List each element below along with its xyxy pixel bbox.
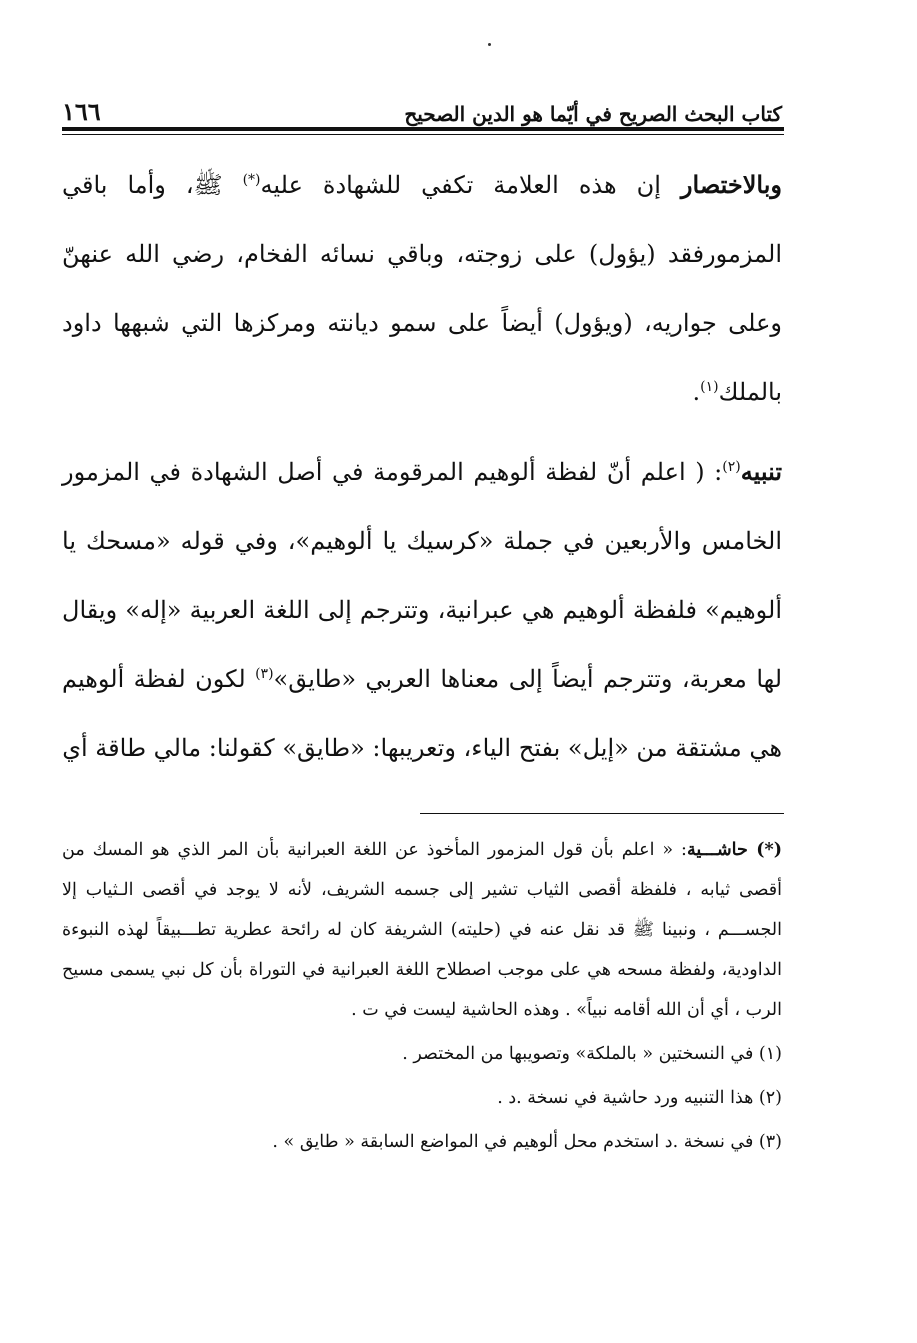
footnote-star-text: : « اعلم بأن قول المزمور المأخوذ عن اللغة العبرانية بأن المر الذي هو المسك من أقصى ثيابه ، فلفظة أقصى الثياب تشير إلى جسمه الشريف، لأنه لا يوجد في أقصى الـثياب إلا الجســـم ، ونبينا ﷺ قد نقل عنه في (حليته) الشريفة كان له رائحة عطرية تطـــبيقاً لهذه النبوءة الداودية، ولفظة مسحه هي على موجب اصطلاح اللغة العبرانية في التوراة بأن كل نبي يسمى مسيح الرب ، أي أن الله أقامه نبياً» . وهذه الحاشية ليست في ت .: [62, 840, 782, 1020]
paragraph-end: .: [692, 378, 701, 406]
running-title: كتاب البحث الصريح في أيّما هو الدين الصحيح: [404, 102, 782, 126]
paragraph-lead: وبالاختصار: [680, 170, 782, 199]
page-header: [62, 90, 782, 126]
notice-lead: تنبيه: [740, 457, 782, 486]
footnote-3: (٣) في نسخة .د استخدم محل ألوهيم في المواضع السابقة « طايق » .: [272, 1132, 782, 1152]
paragraph-text: ﷺ، وأما باقي المزمورفقد (يؤول) على زوجته، وباقي نسائه الفخام، رضي الله عنهنّ وعلى جواريه، (ويؤول) أيضاً على سمو ديانته ومركزها التي شبهها داود بالملك: [62, 171, 783, 406]
paragraph-text: لكون لفظة ألوهيم هي مشتقة من «إيل» بفتح الياء، وتعريبها: «طايق» كقولنا: مالي طاقة أي: [62, 665, 782, 762]
footnote-star-label: (*) حاشـــية: [686, 840, 782, 860]
footnote-ref-2: (٢): [722, 459, 741, 475]
paragraph-notice: [62, 437, 782, 783]
header-rule-thin: [62, 134, 784, 135]
paragraph-text: إن هذه العلامة تكفي للشهادة عليه: [260, 171, 681, 199]
paragraph-summary: [62, 150, 782, 427]
footnote-2: (٢) هذا التنبيه ورد حاشية في نسخة .د .: [497, 1088, 782, 1108]
footnote-1: (١) في النسختين « بالملكة» وتصويبها من المختصر .: [402, 1044, 782, 1064]
footnote-ref-3: (٣): [255, 666, 274, 682]
footnotes: [62, 830, 782, 1162]
paragraph-text: : ( اعلم أنّ لفظة ألوهيم المرقومة في أصل الشهادة في المزمور الخامس والأربعين في جملة «كرسيك يا ألوهيم»، وفي قوله «مسحك يا ألوهيم» فلفظة ألوهيم هي عبرانية، وتترجم إلى اللغة العربية «إله» ويقال لها معربة، وتترجم أيضاً إلى معناها العربي «طايق»: [62, 458, 783, 693]
footnote-ref-1: (١): [700, 379, 719, 395]
footnote-star: [62, 830, 782, 1030]
main-text: [62, 150, 782, 783]
scan-speck: [488, 43, 491, 46]
header-rule-thick: [62, 127, 784, 131]
footnote-separator: [420, 813, 784, 814]
page-number: ١٦٦: [62, 97, 101, 126]
footnote-mark-star: (*): [242, 172, 261, 188]
